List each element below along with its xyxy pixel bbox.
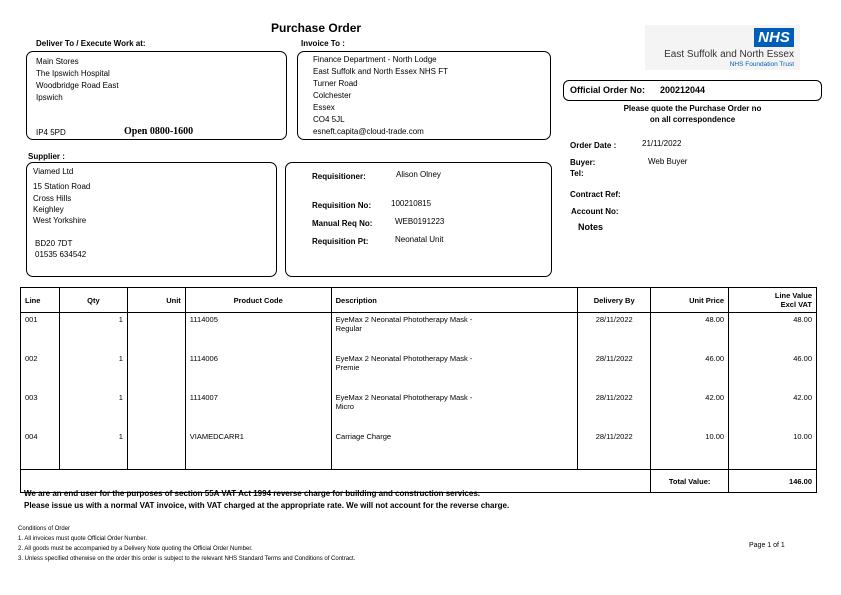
cell-code: 1114005 (185, 313, 331, 353)
quote-note-1: Please quote the Purchase Order no (623, 104, 762, 113)
cell-delivery: 28/11/2022 (578, 391, 651, 430)
table-row (21, 313, 817, 353)
supplier-postcode: BD20 7DT (35, 239, 73, 248)
requisitioner-value: Alison Olney (396, 170, 441, 179)
invoice-line: CO4 5JL (313, 115, 345, 124)
cell-price: 48.00 (651, 313, 729, 353)
cell-value: 42.00 (729, 391, 817, 430)
col-header-qty: Qty (59, 288, 127, 313)
cell-description (331, 391, 578, 430)
cell-price: 42.00 (651, 391, 729, 430)
col-header-description: Description (331, 288, 578, 313)
req-no-label: Requisition No: (312, 201, 372, 210)
total-value: 146.00 (729, 470, 817, 493)
deliver-line: Ipswich (36, 93, 63, 102)
table-row (21, 430, 817, 470)
cell-unit (127, 313, 185, 353)
condition-item: 3. Unless specified otherwise on the order this order is subject to the relevant NHS Standard Terms and Conditions of Contract. (18, 556, 356, 562)
cell-price: 10.00 (651, 430, 729, 470)
notes-label: Notes (578, 222, 604, 232)
invoice-to-box (297, 51, 551, 140)
cell-unit (127, 430, 185, 470)
invoice-line: Finance Department - North Lodge (313, 55, 437, 64)
desc-line-2: Regular (335, 324, 362, 333)
conditions-block (18, 524, 355, 564)
table-row (21, 391, 817, 430)
invoice-to-label: Invoice To : (301, 39, 345, 48)
deliver-to-box (26, 51, 287, 140)
desc-line-1: EyeMax 2 Neonatal Phototherapy Mask - (335, 354, 473, 363)
cell-price: 46.00 (651, 352, 729, 391)
cell-delivery: 28/11/2022 (578, 430, 651, 470)
invoice-line: Colchester (313, 91, 352, 100)
cell-delivery: 28/11/2022 (578, 313, 651, 353)
cell-description (331, 313, 578, 353)
vat-notice-line-2: Please issue us with a normal VAT invoice, with VAT charged at the appropriate rate. We will not account for the reverse charge. (24, 501, 510, 510)
cell-unit (127, 352, 185, 391)
official-order-number: 200212044 (660, 85, 706, 95)
req-no-value: 100210815 (391, 199, 432, 208)
cell-code: VIAMEDCARR1 (185, 430, 331, 470)
condition-item: 2. All goods must be accompanied by a Delivery Note quoting the Official Order Number. (18, 546, 253, 552)
col-header-delivery-by: Delivery By (578, 288, 651, 313)
cell-line: 003 (21, 391, 60, 430)
total-label: Total Value: (651, 470, 729, 493)
requisitioner-label: Requisitioner: (312, 172, 366, 181)
supplier-line: West Yorkshire (33, 216, 87, 225)
line-value-label: Line Value (774, 291, 812, 300)
order-date-label: Order Date : (570, 141, 617, 150)
invoice-line: Turner Road (313, 79, 358, 88)
cell-line: 001 (21, 313, 60, 353)
desc-line-2: Micro (335, 402, 354, 411)
desc-line-1: EyeMax 2 Neonatal Phototherapy Mask - (335, 315, 473, 324)
desc-line-2: Premie (335, 363, 360, 372)
cell-qty: 1 (59, 391, 127, 430)
deliver-line: Woodbridge Road East (36, 81, 119, 90)
conditions-title: Conditions of Order (18, 526, 71, 532)
supplier-line: Keighley (33, 205, 64, 214)
deliver-to-label: Deliver To / Execute Work at: (36, 39, 146, 48)
vat-notice-line-1: We are an end user for the purposes of section 55A VAT Act 1994 reverse charge for building and construction services. (24, 489, 480, 498)
official-order-box (563, 80, 822, 101)
cell-line: 004 (21, 430, 60, 470)
nhs-logo (645, 25, 800, 70)
supplier-label: Supplier : (28, 152, 65, 161)
supplier-line: Viamed Ltd (33, 167, 74, 176)
desc-line-1: Carriage Charge (335, 432, 392, 441)
requisition-box (285, 162, 552, 277)
desc-line-1: EyeMax 2 Neonatal Phototherapy Mask - (335, 393, 473, 402)
col-header-unit-price: Unit Price (651, 288, 729, 313)
contract-ref-label: Contract Ref: (570, 190, 621, 199)
cell-qty: 1 (59, 313, 127, 353)
cell-value: 48.00 (729, 313, 817, 353)
cell-value: 46.00 (729, 352, 817, 391)
cell-delivery: 28/11/2022 (578, 352, 651, 391)
invoice-line: East Suffolk and North Essex NHS FT (313, 67, 449, 76)
deliver-line: Main Stores (36, 57, 79, 66)
col-header-line: Line (21, 288, 60, 313)
table-header-row (21, 288, 817, 313)
buyer-label: Buyer: (570, 158, 596, 167)
supplier-phone: 01535 634542 (35, 250, 87, 259)
col-header-product-code: Product Code (185, 288, 331, 313)
quote-note-2: on all correspondence (649, 115, 736, 124)
condition-item: 1. All invoices must quote Official Order Number. (18, 536, 147, 542)
logo-org-name: East Suffolk and North Essex (664, 49, 794, 60)
manual-req-value: WEB0191223 (395, 217, 445, 226)
cell-description (331, 430, 578, 470)
table-row (21, 352, 817, 391)
manual-req-label: Manual Req No: (312, 219, 373, 228)
req-point-value: Neonatal Unit (395, 235, 444, 244)
deliver-postcode: IP4 5PD (36, 128, 66, 137)
page-title: Purchase Order (271, 21, 362, 35)
nhs-badge: NHS (754, 28, 794, 47)
supplier-line: Cross Hills (33, 194, 72, 203)
req-point-label: Requisition Pt: (312, 237, 369, 246)
excl-vat-label: Excl VAT (780, 300, 812, 309)
cell-code: 1114007 (185, 391, 331, 430)
cell-value: 10.00 (729, 430, 817, 470)
invoice-email: esneft.capita@cloud-trade.com (313, 127, 424, 136)
order-date: 21/11/2022 (642, 139, 682, 148)
cell-code: 1114006 (185, 352, 331, 391)
col-header-unit: Unit (127, 288, 185, 313)
supplier-line: 15 Station Road (33, 182, 91, 191)
deliver-line: The Ipswich Hospital (36, 69, 110, 78)
official-order-label: Official Order No: (570, 85, 646, 95)
page-number: Page 1 of 1 (749, 542, 785, 549)
cell-description (331, 352, 578, 391)
tel-label: Tel: (570, 169, 584, 178)
col-header-line-value (729, 288, 817, 313)
cell-qty: 1 (59, 352, 127, 391)
opening-hours: Open 0800-1600 (124, 126, 194, 137)
order-lines-table (20, 287, 817, 493)
invoice-line: Essex (313, 103, 335, 112)
cell-line: 002 (21, 352, 60, 391)
buyer-value: Web Buyer (648, 157, 688, 166)
supplier-box (26, 162, 277, 277)
cell-qty: 1 (59, 430, 127, 470)
logo-org-sub: NHS Foundation Trust (729, 61, 794, 68)
account-no-label: Account No: (571, 207, 619, 216)
cell-unit (127, 391, 185, 430)
